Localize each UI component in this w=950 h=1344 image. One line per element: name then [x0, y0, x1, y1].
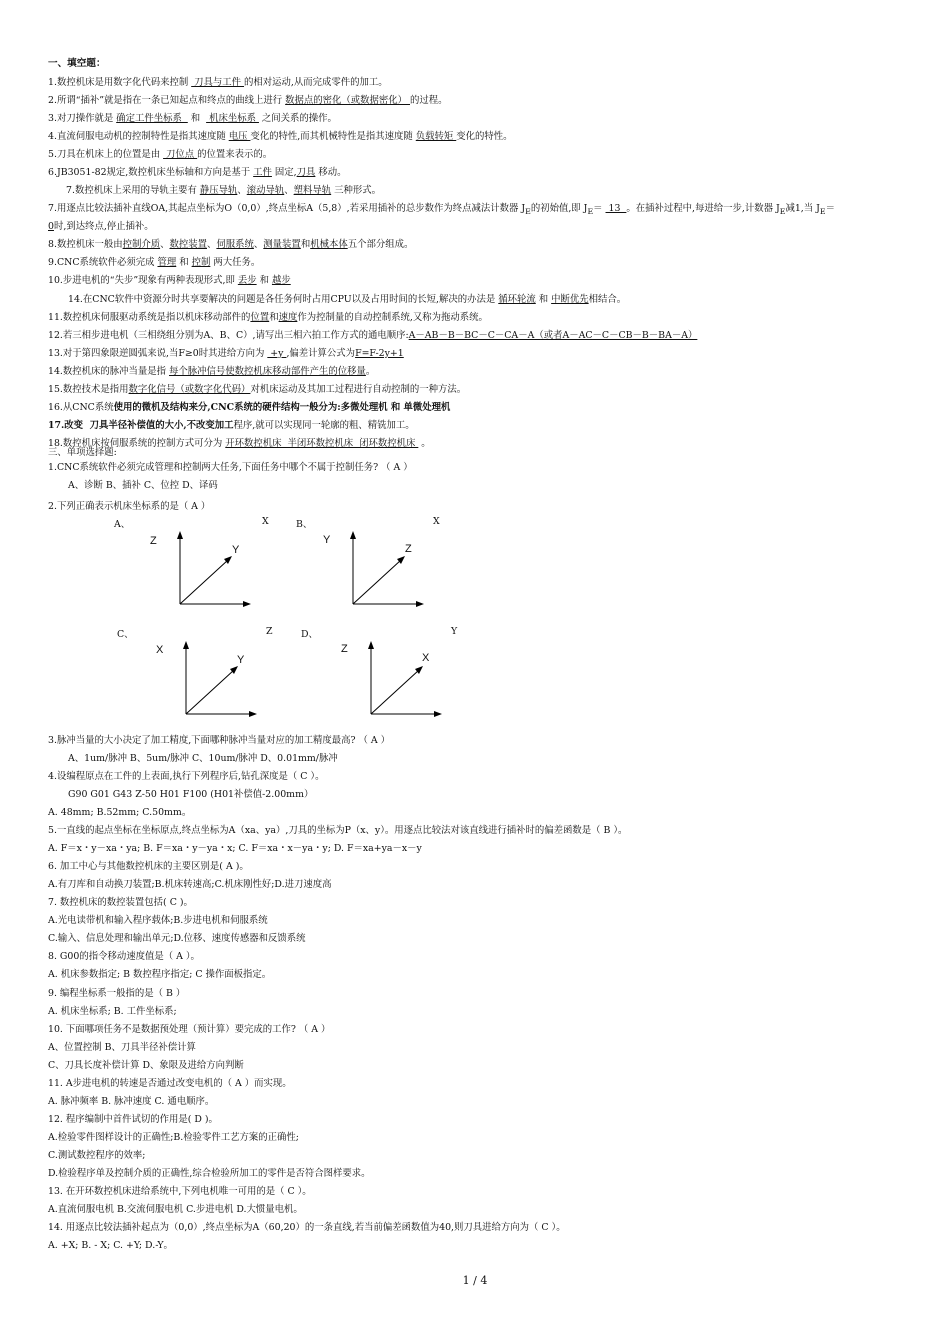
mc-question-3: 3.脉冲当量的大小决定了加工精度,下面哪种脉冲当量对应的加工精度最高? （ A ）: [48, 735, 391, 746]
figure-c-vertical-label: X: [156, 644, 164, 656]
mc-question-14: 14. 用逐点比较法插补起点为（0,0）,终点坐标为A（60,20）的一条直线,若当前偏差函数值为40,则刀具进给方向为（ C ）。: [48, 1222, 566, 1233]
section-title-choice: 三、单项选择题:: [48, 447, 117, 458]
question-12: 12.若三相步进电机（三相绕组分别为A、B、C）,请写出三相六拍工作方式的通电顺序:A－AB－B－BC－C－CA－A（或者A－AC－C－CB－B－BA－A）: [48, 330, 698, 341]
figure-b-axes: [343, 530, 433, 610]
mc-options-8: A. 机床参数指定; B 数控程序指定; C 操作面板指定。: [48, 969, 272, 980]
figure-d-label: D、: [301, 629, 318, 640]
figure-c-axes: [176, 640, 266, 720]
section-title-fill-in: 一、填空题：: [48, 58, 106, 69]
figure-a-diagonal-label: Y: [232, 544, 240, 556]
mc-options-13: A.直流伺服电机 B.交流伺服电机 C.步进电机 D.大惯量电机。: [48, 1204, 303, 1215]
mc-options-3: A、1um/脉冲 B、5um/脉冲 C、10um/脉冲 D、0.01mm/脉冲: [68, 753, 338, 764]
mc-question-10: 10. 下面哪项任务不是数据预处理（预计算）要完成的工作? （ A ）: [48, 1024, 331, 1035]
mc-options-12a: A.检验零件图样设计的正确性;B.检验零件工艺方案的正确性;: [48, 1132, 299, 1143]
question-15: 15.数控技术是指用数字化信号（或数字化代码）对机床运动及其加工过程进行自动控制的一种方法。: [48, 384, 467, 395]
question-5: 5.刀具在机床上的位置是由 刀位点 的位置来表示的。: [48, 149, 273, 160]
question-7-continuation: 0时,到达终点,停止插补。: [48, 221, 154, 232]
figure-a-axes: [170, 530, 260, 610]
mc-question-2: 2.下列正确表示机床坐标系的是（ A ）: [48, 501, 211, 512]
figure-a-top-label: X: [262, 516, 269, 527]
mc-options-14: A. +X; B. - X; C. +Y; D.-Y。: [48, 1240, 173, 1251]
mc-options-9: A. 机床坐标系; B. 工件坐标系;: [48, 1006, 177, 1017]
mc-options-1: A、诊断 B、插补 C、位控 D、译码: [68, 480, 218, 491]
figure-d-top-label: Y: [451, 626, 458, 637]
mc-options-5: A. F＝x・y－xa・ya; B. F＝xa・y－ya・x; C. F＝xa・x－ya・y; D. F＝xa+ya－x－y: [48, 843, 422, 854]
question-9: 9.CNC系统软件必须完成 管理 和 控制 两大任务。: [48, 257, 261, 268]
question-14-cnc-resource: 14.在CNC软件中资源分时共享要解决的问题是各任务何时占用CPU以及占用时间的长短,解决的办法是 循环轮流 和 中断优先相结合。: [68, 294, 627, 305]
mc-options-12c: D.检验程序单及控制介质的正确性,综合检验所加工的零件是否符合图样要求。: [48, 1168, 371, 1179]
figure-b-diagonal-label: Z: [405, 543, 412, 555]
mc-question-8: 8. G00的指令移动速度值是（ A ）。: [48, 951, 200, 962]
mc-question-4: 4.设编程原点在工件的上表面,执行下列程序后,钻孔深度是（ C ）。: [48, 771, 325, 782]
mc-code-4: G90 G01 G43 Z-50 H01 F100 (H01补偿值-2.00mm）: [68, 789, 314, 800]
figure-c-top-label: Z: [266, 626, 273, 637]
mc-options-10a: A、位置控制 B、刀具半径补偿计算: [48, 1042, 196, 1053]
question-7-guides: 7.数控机床上采用的导轨主要有 静压导轨、滚动导轨、塑料导轨 三种形式。: [66, 185, 381, 196]
mc-question-11: 11. A步进电机的转速是否通过改变电机的（ A ）而实现。: [48, 1078, 292, 1089]
mc-options-4: A. 48mm; B.52mm; C.50mm。: [48, 807, 192, 818]
mc-question-12: 12. 程序编制中首件试切的作用是( D )。: [48, 1114, 218, 1125]
figure-a-vertical-label: Z: [150, 535, 157, 547]
figure-a-label: A、: [114, 519, 131, 530]
mc-question-9: 9. 编程坐标系一般指的是（ B ）: [48, 988, 186, 999]
question-11: 11.数控机床伺服驱动系统是指以机床移动部件的位置和速度作为控制量的自动控制系统,又称为拖动系统。: [48, 312, 488, 323]
question-16: 16.从CNC系统使用的微机及结构来分,CNC系统的硬件结构一般分为:多微处理机 和 单微处理机: [48, 402, 451, 413]
question-17: 17.改变 刀具半径补偿值的大小,不改变加工程序,就可以实现同一轮廓的粗、精铣加工。: [48, 420, 415, 431]
question-3: 3.对刀操作就是 确定工件坐标系 和 机床坐标系 之间关系的操作。: [48, 113, 337, 124]
mc-options-12b: C.测试数控程序的效率;: [48, 1150, 146, 1161]
question-13: 13.对于第四象限逆圆弧来说,当F≥0时其进给方向为 +y ,偏差计算公式为F=F-2y+1: [48, 348, 404, 359]
mc-options-11: A. 脉冲频率 B. 脉冲速度 C. 通电顺序。: [48, 1096, 215, 1107]
question-7-interpolation: 7.用逐点比较法插补直线OA,其起点坐标为O（0,0）,终点坐标A（5,8）,若采用插补的总步数作为终点减法计数器 $J_E$的初始值,即 $J_E= 13$ 。在插补过程中,每进给一步,计数器 $J_E$减1,当 $J_E=$: [48, 203, 835, 216]
figure-b-top-label: X: [433, 516, 440, 527]
mc-options-7a: A.光电读带机和输入程序载体;B.步进电机和伺服系统: [48, 915, 268, 926]
mc-options-10b: C、刀具长度补偿计算 D、象限及进给方向判断: [48, 1060, 244, 1071]
mc-question-1: 1.CNC系统软件必须完成管理和控制两大任务,下面任务中哪个不属于控制任务? （ A ）: [48, 462, 413, 473]
figure-d-axes: [361, 640, 451, 720]
mc-question-7: 7. 数控机床的数控装置包括( C )。: [48, 897, 193, 908]
mc-question-13: 13. 在开环数控机床进给系统中,下列电机唯一可用的是（ C ）。: [48, 1186, 312, 1197]
question-18: 18.数控机床按伺服系统的控制方式可分为 开环数控机床 半闭环数控机床 闭环数控机床 。: [48, 438, 431, 449]
question-10: 10.步进电机的“失步”现象有两种表现形式,即 丢步 和 越步: [48, 275, 291, 286]
question-14-pulse: 14.数控机床的脉冲当量是指 每个脉冲信号使数控机床移动部件产生的位移量。: [48, 366, 376, 377]
mc-options-6: A.有刀库和自动换刀装置;B.机床转速高;C.机床刚性好;D.进刀速度高: [48, 879, 332, 890]
figure-b-label: B、: [296, 519, 313, 530]
mc-question-6: 6. 加工中心与其他数控机床的主要区别是( A )。: [48, 861, 249, 872]
mc-question-5: 5.一直线的起点坐标在坐标原点,终点坐标为A（xa、ya）,刀具的坐标为P（x、y）。用逐点比较法对该直线进行插补时的偏差函数是（ B ）。: [48, 825, 628, 836]
figure-d-diagonal-label: X: [422, 652, 430, 664]
figure-c-label: C、: [117, 629, 134, 640]
question-6: 6.JB3051-82规定,数控机床坐标轴和方向是基于 工件 固定,刀具 移动。: [48, 167, 347, 178]
figure-c-diagonal-label: Y: [237, 654, 245, 666]
question-4: 4.直流伺服电动机的控制特性是指其速度随 电压 变化的特性,而其机械特性是指其速度随 负载转矩 变化的特性。: [48, 131, 513, 142]
question-1: 1.数控机床是用数字化代码来控制 刀具与工件 的相对运动,从而完成零件的加工。: [48, 77, 388, 88]
page-number: 1 / 4: [462, 1274, 488, 1287]
question-8: 8.数控机床一般由控制介质、数控装置、伺服系统、测量装置和机械本体五个部分组成。: [48, 239, 414, 250]
question-2: 2.所谓“插补”就是指在一条已知起点和终点的曲线上进行 数据点的密化（或数据密化） 的过程。: [48, 95, 448, 106]
figure-d-vertical-label: Z: [341, 643, 348, 655]
figure-b-vertical-label: Y: [323, 534, 331, 546]
mc-options-7b: C.输入、信息处理和输出单元;D.位移、速度传感器和反馈系统: [48, 933, 306, 944]
